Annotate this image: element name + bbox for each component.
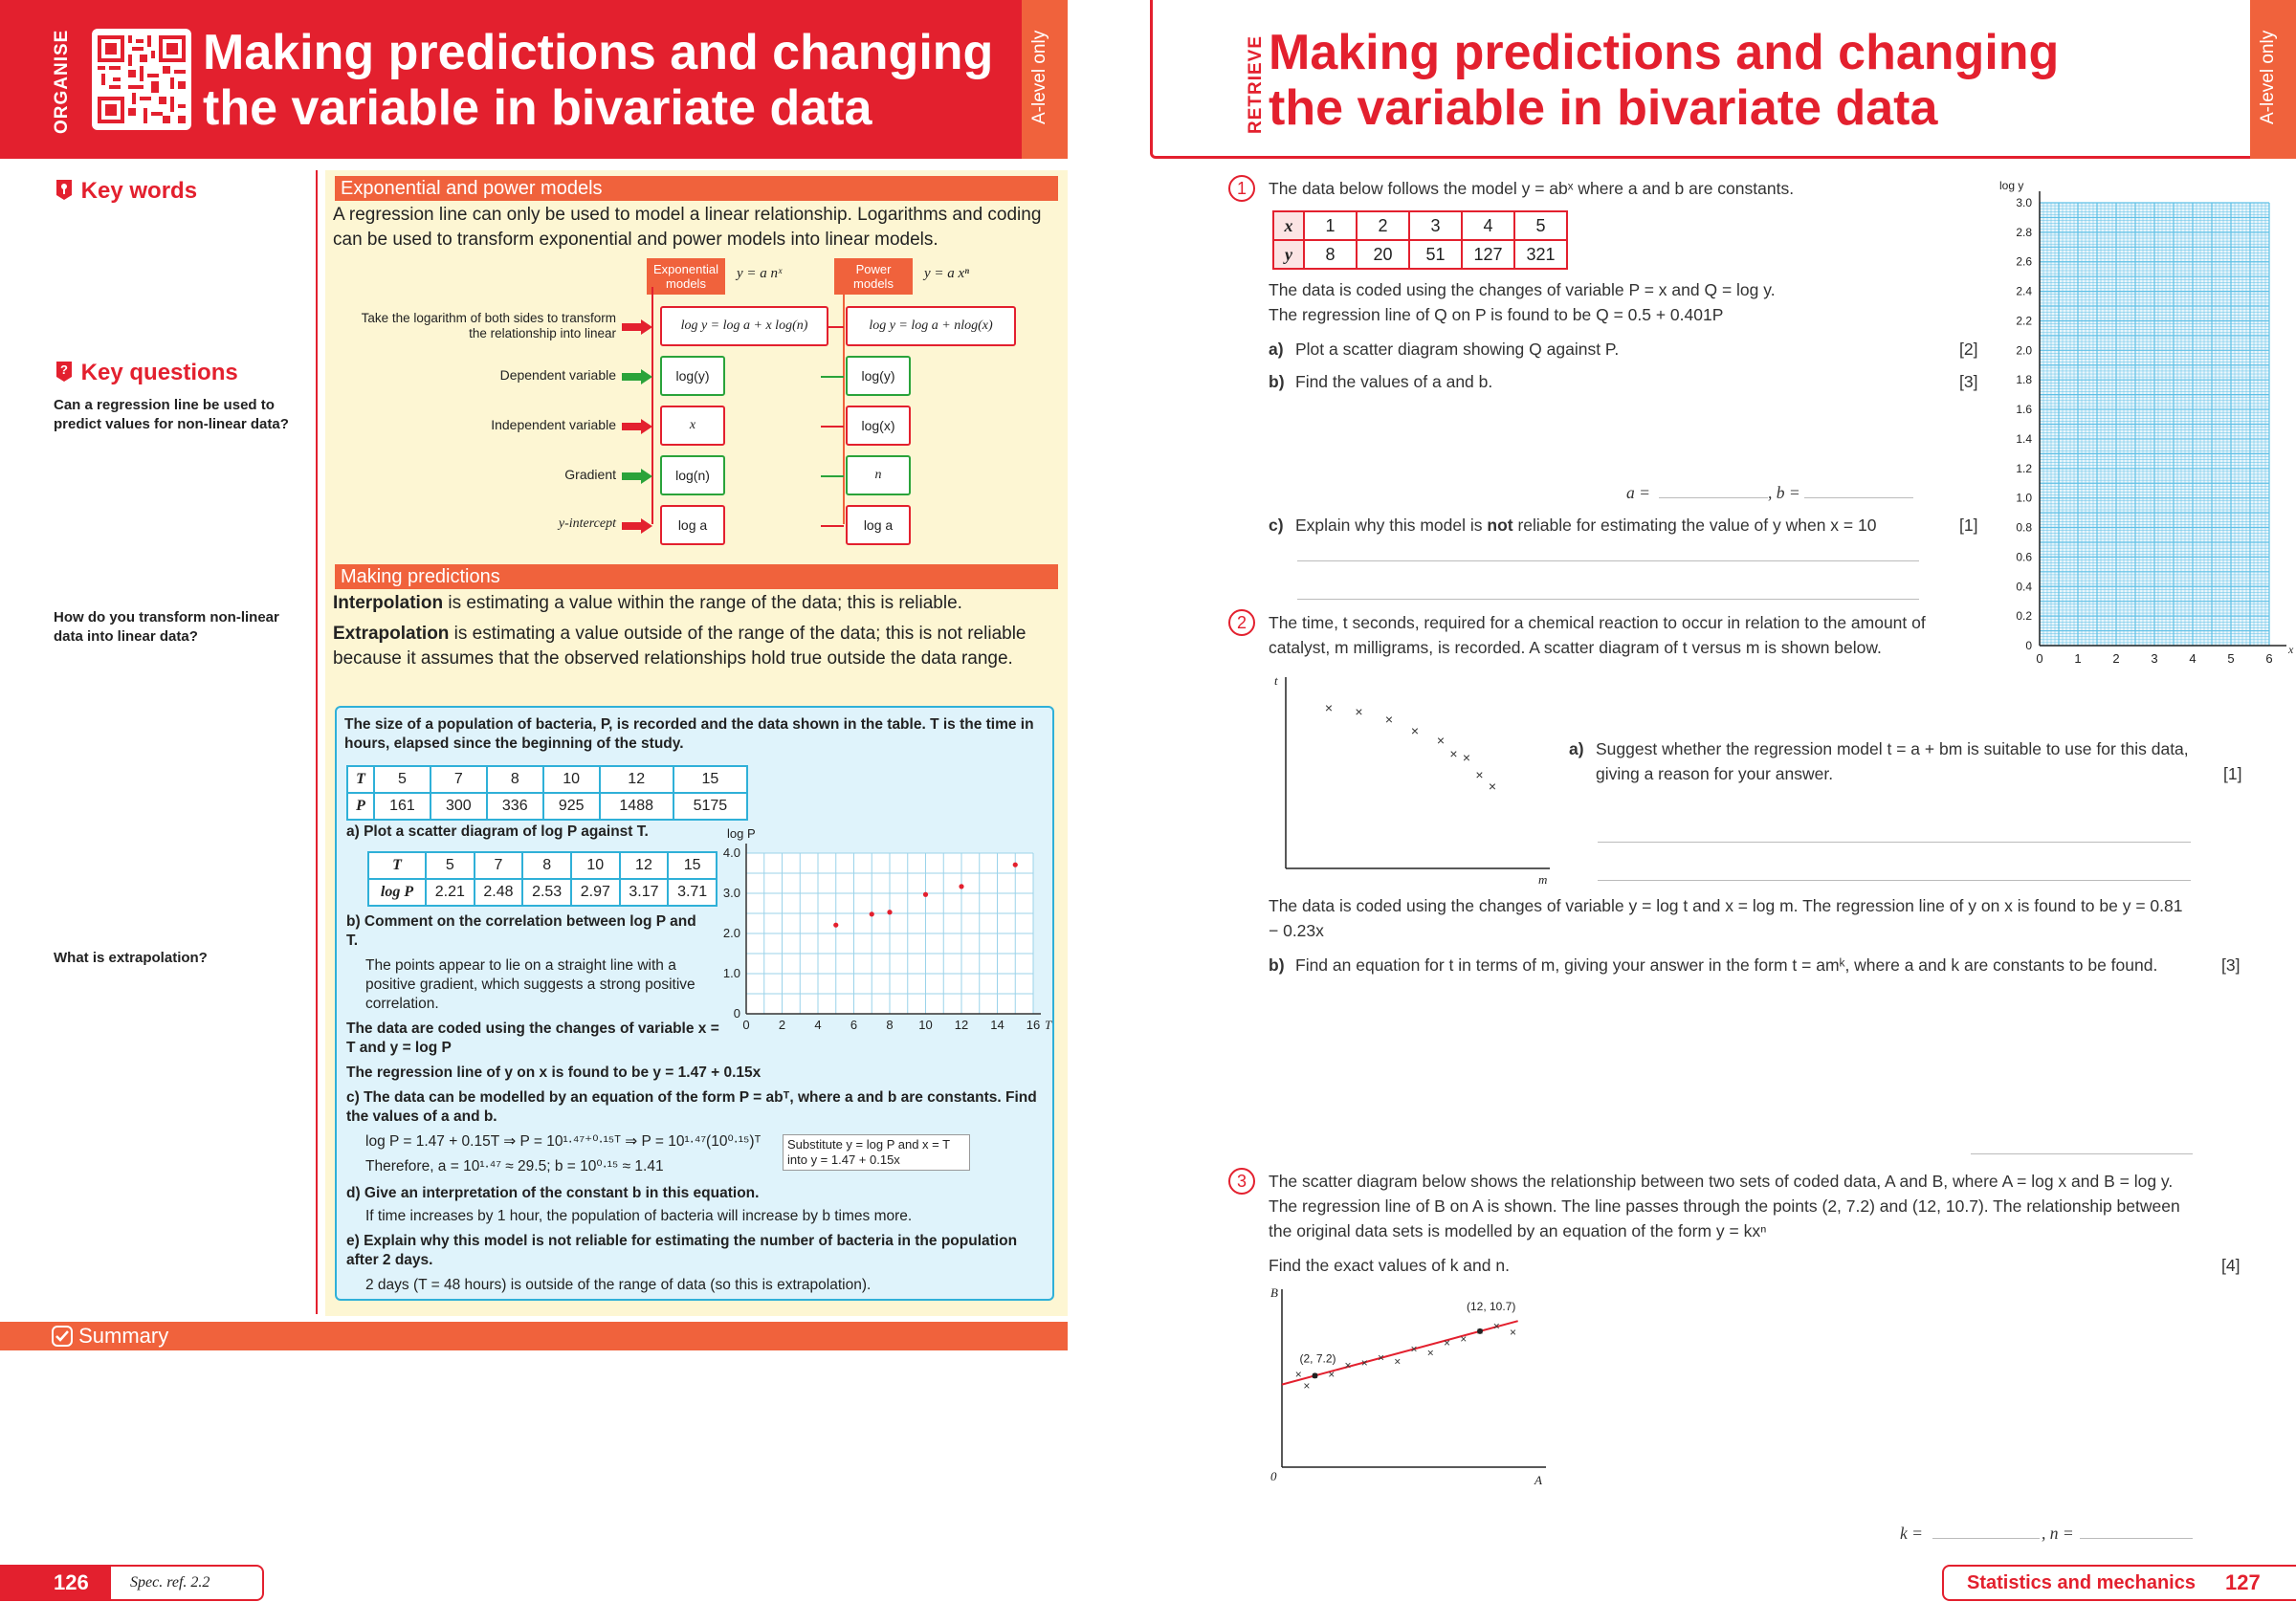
q3-answer-n-label: , n =: [2042, 1524, 2074, 1543]
exp-ind-box: x: [660, 406, 725, 446]
q3-find: Find the exact values of k and n.: [1269, 1256, 1510, 1275]
y-tick-label: 2.4: [2016, 284, 2032, 298]
example-intro: The size of a population of bacteria, P, is recorded and the data shown in the table. T is the time in hours, elapsed since the beginning of the study.: [344, 716, 1034, 752]
data-point: ×: [1492, 1319, 1500, 1333]
x-tick-label: 16: [1026, 1018, 1041, 1032]
connector-arrows: [800, 319, 848, 543]
q2-a-mark: [1]: [2223, 764, 2242, 783]
x-tick-label: 1: [2074, 651, 2082, 666]
data-point: ×: [1460, 1331, 1468, 1346]
pow-dep-box: log(y): [846, 356, 911, 396]
q3-answer-k-label: k =: [1900, 1524, 1923, 1543]
y-tick-label: 3.0: [2016, 196, 2032, 209]
q1-a: Plot a scatter diagram showing Q against P.: [1295, 340, 1620, 359]
question-number-2: 2: [1228, 609, 1255, 636]
x-axis-label: m: [1538, 872, 1548, 887]
y-axis-label: log y: [1999, 179, 2024, 192]
x-tick-label: 8: [886, 1018, 894, 1032]
q2-b: Find an equation for t in terms of m, giving your answer in the form t = amᵏ, where a and k are constants to be found.: [1295, 955, 2158, 975]
pow-grad-box: n: [846, 455, 911, 495]
marked-point: [1313, 1372, 1318, 1378]
y-tick-label: 0.2: [2016, 609, 2032, 624]
pow-ind-box: log(x): [846, 406, 911, 446]
point-label: (12, 10.7): [1467, 1299, 1516, 1313]
x-axis-label: A: [1534, 1473, 1542, 1487]
y-tick-label: 0: [2025, 639, 2032, 652]
data-point: ×: [1410, 723, 1420, 738]
example-coded: The data are coded using the changes of variable x = T and y = log P: [346, 1020, 719, 1056]
data-point: ×: [1509, 1326, 1517, 1340]
data-point: [959, 884, 963, 889]
data-point: ×: [1475, 767, 1484, 782]
q1-b: Find the values of a and b.: [1295, 372, 1493, 391]
section-header-predictions: Making predictions: [335, 564, 1058, 589]
x-tick-label: 3: [2151, 651, 2158, 666]
y-tick-label: 0.8: [2016, 520, 2032, 535]
q2-b-label: b): [1269, 955, 1285, 975]
page-number: 127: [2225, 1570, 2261, 1594]
q2-b-answer-line[interactable]: [1971, 1153, 2193, 1154]
q1-c: Explain why this model is not reliable for estimating the value of y when x = 10: [1295, 516, 1877, 535]
y-tick-label: 4.0: [722, 845, 740, 860]
q3-mark: [4]: [2221, 1256, 2241, 1275]
data-point: ×: [1355, 704, 1363, 719]
pow-model-header: Power models: [834, 258, 913, 295]
exp-int-box: log a: [660, 505, 725, 545]
y-tick-label: 1.2: [2016, 461, 2032, 475]
data-point: ×: [1344, 1358, 1352, 1372]
example-part-e: e) Explain why this model is not reliable for estimating the number of bacteria in the population after 2 days.: [346, 1233, 1018, 1268]
row-label-gradient: Gradient: [564, 467, 616, 482]
y-tick-label: 2.0: [722, 926, 740, 940]
y-tick-label: 2.2: [2016, 314, 2032, 328]
y-tick-label: 2.0: [2016, 343, 2032, 358]
y-tick-label: 1.0: [2016, 491, 2032, 505]
data-point: ×: [1426, 1346, 1434, 1360]
q1-answer-b-label: , b =: [1768, 483, 1800, 502]
svg-text:?: ?: [60, 362, 68, 377]
data-point: ×: [1303, 1378, 1311, 1393]
y-tick-label: 2.8: [2016, 225, 2032, 239]
x-tick-label: 6: [2265, 651, 2273, 666]
q2-b-mark: [3]: [2221, 955, 2241, 975]
q1-a-mark: [2]: [1959, 340, 1978, 359]
level-tab: A-level only: [1022, 0, 1068, 159]
q3-scatter-chart: [1259, 1278, 1565, 1494]
q1-answer-a-line[interactable]: [1659, 497, 1768, 498]
page-title: Making predictions and changing the variable in bivariate data: [1269, 25, 2060, 136]
exp-log-box: log y = log a + x log(n): [660, 306, 828, 346]
example-part-b-answer: The points appear to lie on a straight line with a positive gradient, which suggests a strong positive correlation.: [365, 957, 695, 1012]
arrow-green-icon: [622, 469, 652, 484]
y-axis-label: t: [1274, 673, 1278, 688]
q2-scatter-chart: [1263, 666, 1550, 889]
data-point: [923, 892, 928, 897]
example-part-e-answer: 2 days (T = 48 hours) is outside of the range of data (so this is extrapolation).: [365, 1277, 872, 1293]
x-axis-label: T: [1045, 1018, 1052, 1032]
qr-code-icon[interactable]: [92, 29, 191, 130]
q2-a: Suggest whether the regression model t = a + bm is suitable to use for this data, giving a reason for your answer.: [1596, 739, 2189, 783]
q2-a-label: a): [1569, 739, 1584, 758]
x-tick-label: 0: [742, 1018, 750, 1032]
q2-a-answer-line[interactable]: [1598, 842, 2191, 843]
marked-point: [1477, 1328, 1483, 1334]
arrow-red-icon: [622, 319, 652, 335]
page-number: 126: [0, 1567, 111, 1599]
q2-coded: The data is coded using the changes of variable y = log t and x = log m. The regression line of y on x is found to be y = 0.81 − 0.23x: [1269, 896, 2183, 940]
models-intro: A regression line can only be used to model a linear relationship. Logarithms and coding can be used to transform exponential and power models into linear models.: [333, 205, 1042, 250]
data-point: ×: [1488, 779, 1497, 794]
row-label-dependent: Dependent variable: [499, 367, 616, 383]
section-header-models: Exponential and power models: [335, 176, 1058, 201]
y-tick-label: 3.0: [722, 886, 740, 900]
check-icon: [52, 1326, 73, 1347]
q1-c-answer-line[interactable]: [1297, 560, 1919, 561]
data-point: ×: [1360, 1356, 1368, 1371]
exp-grad-box: log(n): [660, 455, 725, 495]
q1-b-label: b): [1269, 372, 1285, 391]
data-point: [1013, 863, 1018, 867]
x-tick-label: 12: [954, 1018, 969, 1032]
example-note: Substitute y = log P and x = T into y = 1.47 + 0.15x: [783, 1134, 970, 1171]
y-tick-label: 1.0: [722, 966, 740, 980]
arrow-red-icon: [622, 419, 652, 434]
example-regression: The regression line of y on x is found to be y = 1.47 + 0.15x: [346, 1064, 762, 1081]
example-part-a: a) Plot a scatter diagram of log P against T.: [346, 823, 649, 840]
level-tab: A-level only: [2250, 0, 2296, 159]
example-part-c-work1: log P = 1.47 + 0.15T ⇒ P = 10¹·⁴⁷⁺⁰·¹⁵ᵀ ⇒ P = 10¹·⁴⁷(10⁰·¹⁵)ᵀ: [365, 1133, 762, 1150]
q1-grid-chart[interactable]: [1990, 172, 2294, 669]
q1-answer-a-label: a =: [1626, 483, 1650, 502]
q3-answer-n-line[interactable]: [2080, 1538, 2193, 1539]
q1-coded: The data is coded using the changes of variable P = x and Q = log y.: [1269, 280, 1776, 299]
example-part-c-work2: Therefore, a = 10¹·⁴⁷ ≈ 29.5; b = 10⁰·¹⁵ ≈ 1.41: [365, 1158, 664, 1174]
q1-b-mark: [3]: [1959, 372, 1978, 391]
left-page: [0, 0, 1068, 1624]
footer-text: Statistics and mechanics: [1967, 1572, 2196, 1593]
y-tick-label: 1.6: [2016, 403, 2032, 417]
section-label: ORGANISE: [52, 29, 72, 134]
spec-ref: Spec. ref. 2.2: [130, 1574, 210, 1591]
data-point: ×: [1462, 750, 1471, 765]
x-tick-label: 4: [814, 1018, 822, 1032]
pow-model-eq: y = a xⁿ: [924, 266, 969, 281]
key-icon: [54, 178, 75, 201]
y-tick-label: 0.4: [2016, 580, 2032, 594]
pow-log-box: log y = log a + nlog(x): [846, 306, 1016, 346]
example-part-d: d) Give an interpretation of the constant b in this equation.: [346, 1185, 760, 1201]
x-tick-label: 14: [990, 1018, 1004, 1032]
q1-c-mark: [1]: [1959, 516, 1978, 535]
exp-dep-box: log(y): [660, 356, 725, 396]
q1-text: The data below follows the model y = abˣ where a and b are constants.: [1269, 179, 1795, 198]
section-label: RETRIEVE: [1246, 34, 1266, 134]
arrow-green-icon: [622, 369, 652, 384]
data-point: [870, 911, 874, 916]
point-label: (2, 7.2): [1299, 1351, 1336, 1366]
row-label-independent: Independent variable: [491, 417, 616, 432]
key-question-2: How do you transform non-linear data into linear data?: [54, 609, 279, 645]
key-question-3: What is extrapolation?: [54, 950, 208, 966]
q1-c-answer-line[interactable]: [1297, 599, 1919, 600]
logp-scatter-chart: [716, 823, 1052, 1033]
page-title: Making predictions and changing the variable in bivariate data: [203, 25, 994, 136]
x-tick-label: 2: [778, 1018, 786, 1032]
row-label-intercept: y-intercept: [558, 516, 616, 531]
q1-c-label: c): [1269, 516, 1284, 535]
summary-bar: Summary: [0, 1322, 1068, 1350]
x-tick-label: 2: [2112, 651, 2120, 666]
example-part-b: b) Comment on the correlation between log P and T.: [346, 913, 696, 949]
exp-model-eq: y = a nˣ: [737, 266, 783, 281]
q1-regression: The regression line of Q on P is found to be Q = 0.5 + 0.401P: [1269, 305, 1724, 324]
y-tick-label: 0.6: [2016, 550, 2032, 564]
data-point: ×: [1394, 1354, 1402, 1369]
row-label-log: Take the logarithm of both sides to transform the relationship into linear: [361, 311, 616, 340]
question-number-1: 1: [1228, 175, 1255, 202]
data-point: ×: [1443, 1335, 1451, 1350]
data-point: ×: [1449, 746, 1458, 761]
x-axis-label: x: [2288, 643, 2294, 656]
question-number-3: 3: [1228, 1168, 1255, 1195]
origin-label: 0: [1270, 1469, 1277, 1483]
y-tick-label: 1.8: [2016, 373, 2032, 387]
pow-int-box: log a: [846, 505, 911, 545]
key-questions-heading: ? Key questions: [54, 360, 238, 386]
x-tick-label: 0: [2036, 651, 2043, 666]
q3-answer-k-line[interactable]: [1932, 1538, 2040, 1539]
q1-a-label: a): [1269, 340, 1284, 359]
data-point: ×: [1410, 1342, 1418, 1356]
q2-text: The time, t seconds, required for a chemical reaction to occur in relation to the amount of catalyst, m milligrams, is recorded. A scatter diagram of t versus m is shown below.: [1269, 613, 1926, 657]
data-point: ×: [1377, 1350, 1385, 1365]
x-tick-label: 10: [918, 1018, 933, 1032]
data-point: [833, 923, 838, 928]
q1-table: x 1 2 3 4 5 y 8 20 51 127 321: [1272, 210, 1568, 270]
example-table-2: T 5 7 8 10 12 15 log P 2.21 2.48 2.53 2.97 3.17 3.71: [367, 851, 718, 907]
y-tick-label: 1.4: [2016, 431, 2032, 446]
x-tick-label: 6: [850, 1018, 858, 1032]
extrapolation-text: Extrapolation is estimating a value outside of the range of the data; this is not reliable because it assumes that the observed relationships hold true outside the data range.: [333, 624, 1027, 669]
data-point: [887, 910, 892, 914]
interpolation-text: Interpolation is estimating a value within the range of the data; this is reliable.: [333, 593, 962, 613]
y-axis-label: B: [1270, 1285, 1278, 1300]
data-point: ×: [1384, 712, 1394, 727]
y-tick-label: 2.6: [2016, 254, 2032, 269]
example-table-1: T 5 7 8 10 12 15 P 161 300 336 925 1488 5175: [346, 765, 748, 821]
key-words-heading: Key words: [54, 178, 197, 205]
key-question-1: Can a regression line be used to predict values for non-linear data?: [54, 397, 289, 432]
y-tick-label: 0: [733, 1006, 740, 1020]
x-tick-label: 5: [2227, 651, 2235, 666]
data-point: ×: [1328, 1368, 1336, 1382]
x-tick-label: 4: [2189, 651, 2197, 666]
arrow-red-icon: [622, 518, 652, 534]
data-point: ×: [1294, 1368, 1302, 1382]
y-axis-label: log P: [727, 826, 756, 841]
exp-model-header: Exponential models: [647, 258, 725, 295]
example-part-d-answer: If time increases by 1 hour, the population of bacteria will increase by b times more.: [365, 1208, 913, 1224]
data-point: ×: [1324, 700, 1334, 715]
left-footer: [0, 1565, 264, 1601]
q1-answer-b-line[interactable]: [1804, 497, 1913, 498]
right-footer: [1942, 1565, 2296, 1601]
example-part-c: c) The data can be modelled by an equation of the form P = abᵀ, where a and b are constants. Find the values of a and b.: [346, 1089, 1037, 1125]
q3-text: The scatter diagram below shows the relationship between two sets of coded data, A and B, where A = log x and B = log y. The regression line of B on A is shown. The line passes through the points (2, 7.2) and (12, 10.7). The relationship between the original data sets is modelled by an equation of the form y = kxⁿ: [1269, 1172, 2180, 1240]
q2-a-answer-line[interactable]: [1598, 880, 2191, 881]
question-icon: [54, 360, 75, 383]
divider: [316, 170, 318, 1314]
data-point: ×: [1436, 733, 1446, 748]
